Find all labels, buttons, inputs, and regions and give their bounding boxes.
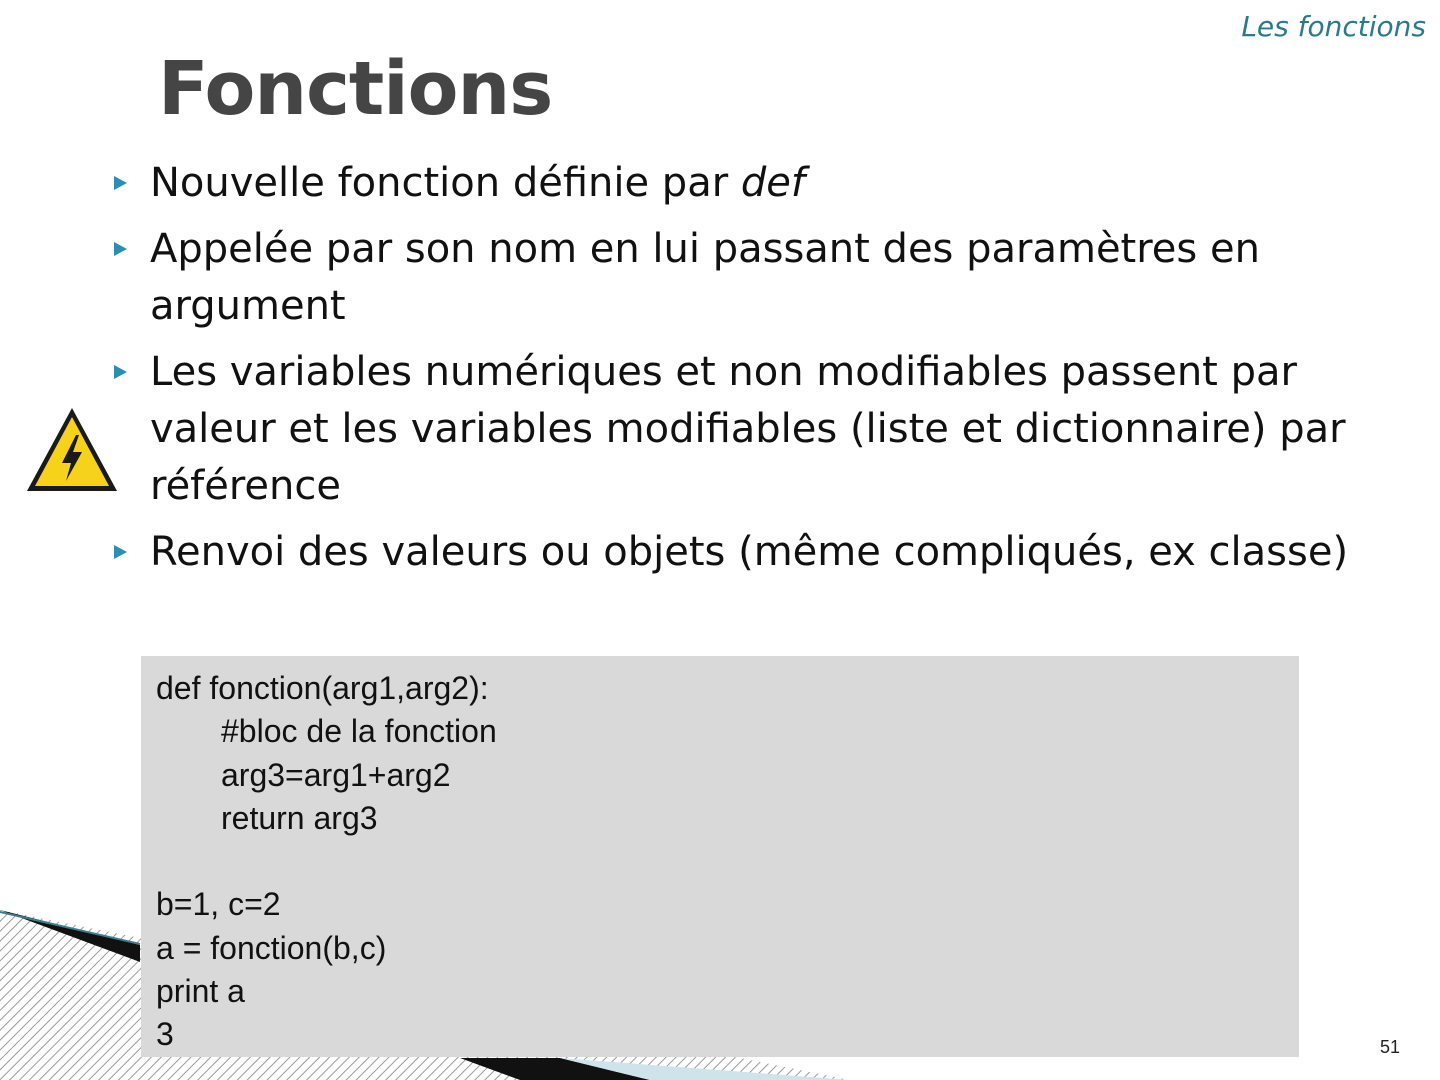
code-line: b=1, c=2	[156, 886, 281, 923]
code-block	[141, 656, 1299, 1057]
high-voltage-warning-icon	[24, 405, 120, 495]
code-line: return arg3	[221, 799, 378, 836]
bullet-text: Les variables numériques et non modifiables passent par valeur et les variables modifiables (liste et dictionnaire) par référence	[150, 349, 1346, 509]
slide-title: Fonctions	[158, 46, 553, 132]
code-line: #bloc de la fonction	[221, 713, 497, 750]
bullet-arrow-icon	[114, 242, 127, 256]
bullet-emphasis: def	[740, 160, 805, 206]
section-label: Les fonctions	[1241, 10, 1426, 43]
bullet-text: Nouvelle fonction définie par	[150, 160, 741, 206]
bullet-item	[108, 344, 1398, 515]
bullet-arrow-icon	[114, 365, 127, 379]
code-line: 3	[156, 1016, 174, 1053]
bullet-item	[108, 221, 1398, 335]
page-number: 51	[1379, 1037, 1400, 1057]
code-line	[156, 840, 1284, 883]
code-line: print a	[156, 973, 245, 1010]
bullet-item	[108, 524, 1398, 581]
code-line: a = fonction(b,c)	[156, 929, 387, 966]
bullet-text: Appelée par son nom en lui passant des paramètres en argument	[150, 226, 1260, 329]
bullet-item	[108, 155, 1398, 212]
bullet-list	[108, 155, 1398, 590]
bullet-arrow-icon	[114, 545, 127, 559]
code-line: def fonction(arg1,arg2):	[156, 670, 489, 706]
bullet-text: Renvoi des valeurs ou objets (même compliqués, ex classe)	[150, 529, 1349, 575]
code-line: arg3=arg1+arg2	[221, 756, 451, 793]
bullet-arrow-icon	[114, 176, 127, 190]
